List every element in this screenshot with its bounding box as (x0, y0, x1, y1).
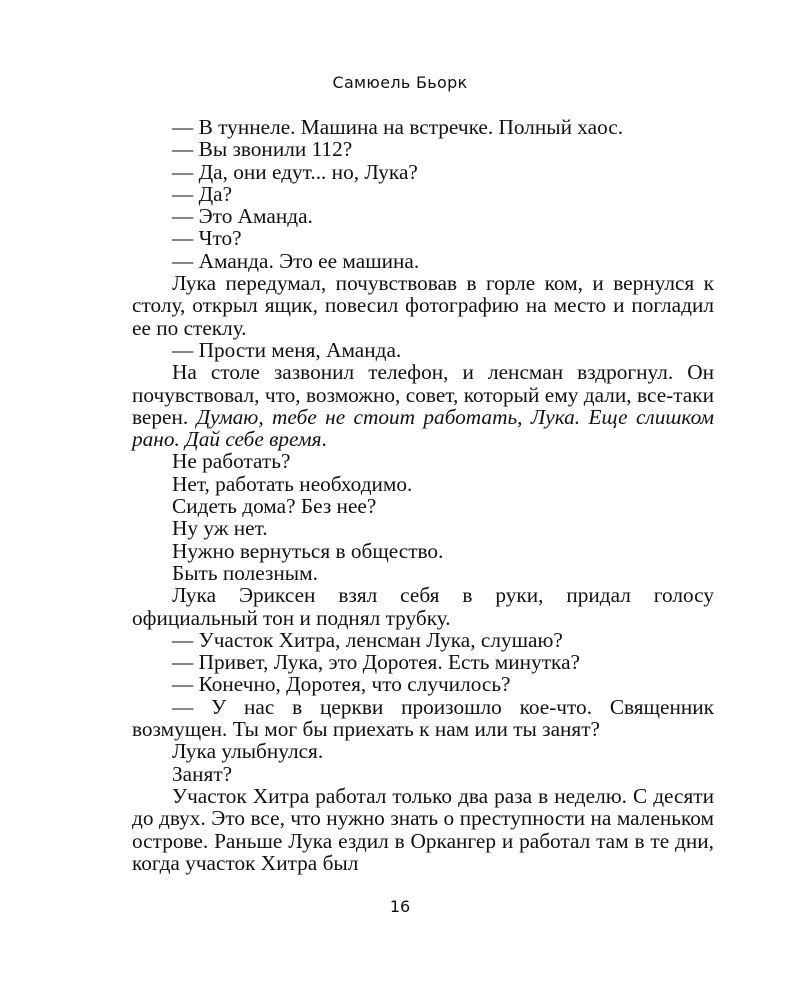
paragraph: Нет, работать необходимо. (172, 471, 413, 496)
paragraph-with-italic (132, 361, 714, 450)
paragraph: — Участок Хитра, ленсман Лука, слушаю? (172, 627, 563, 652)
paragraph: — У нас в церкви произошло кое-что. Священник возмущен. Ты мог бы приехать к нам или ты занят? (132, 694, 714, 742)
paragraph: — Конечно, Доротея, что случилось? (172, 672, 511, 697)
page-number: 16 (389, 897, 411, 916)
paragraph-tail: . (321, 427, 327, 452)
paragraph: — Что? (172, 226, 242, 251)
paragraph: Участок Хитра работал только два раза в неделю. С десяти до двух. Это все, что нужно знать о преступности на маленьком острове. Раньше Лука ездил в Оркангер и работал там в те дни, когда участок Хитра был (132, 783, 714, 875)
paragraph: Быть полезным. (172, 560, 318, 585)
paragraph: — Прости меня, Аманда. (172, 337, 402, 362)
paragraph: Нужно вернуться в общество. (172, 538, 444, 563)
italic-inner-thought: Думаю, тебе не стоит работать, Лука. Еще слишком рано. Дай себе время (132, 404, 715, 452)
running-head-author: Самюель Бьорк (332, 73, 468, 92)
paragraph: Не работать? (172, 449, 291, 474)
paragraph: — Аманда. Это ее машина. (172, 248, 420, 273)
paragraph: Лука улыбнулся. (172, 739, 324, 764)
paragraph-text: На столе зазвонил телефон, и ленсман вздрогнул. Он почувствовал, что, возможно, совет, который ему дали, все-таки верен. (132, 360, 714, 429)
paragraph: — Это Аманда. (172, 204, 313, 229)
paragraph: — Да, они едут... но, Лука? (172, 159, 418, 184)
paragraph: Занят? (172, 761, 233, 786)
paragraph: — В туннеле. Машина на встречке. Полный хаос. (172, 115, 624, 139)
paragraph: Лука передумал, почувствовав в горле ком, и вернулся к столу, открыл ящик, повесил фотографию на место и погладил ее по стеклу. (132, 271, 714, 340)
paragraph: — Вы звонили 112? (172, 137, 353, 162)
paragraph: — Привет, Лука, это Доротея. Есть минутка? (172, 650, 580, 675)
paragraph: — Да? (172, 181, 233, 206)
body-text (132, 116, 714, 874)
paragraph: Сидеть дома? Без нее? (172, 494, 377, 519)
paragraph: Лука Эриксен взял себя в руки, придал голосу официальный тон и поднял трубку. (132, 583, 714, 630)
paragraph: Ну уж нет. (172, 516, 268, 541)
